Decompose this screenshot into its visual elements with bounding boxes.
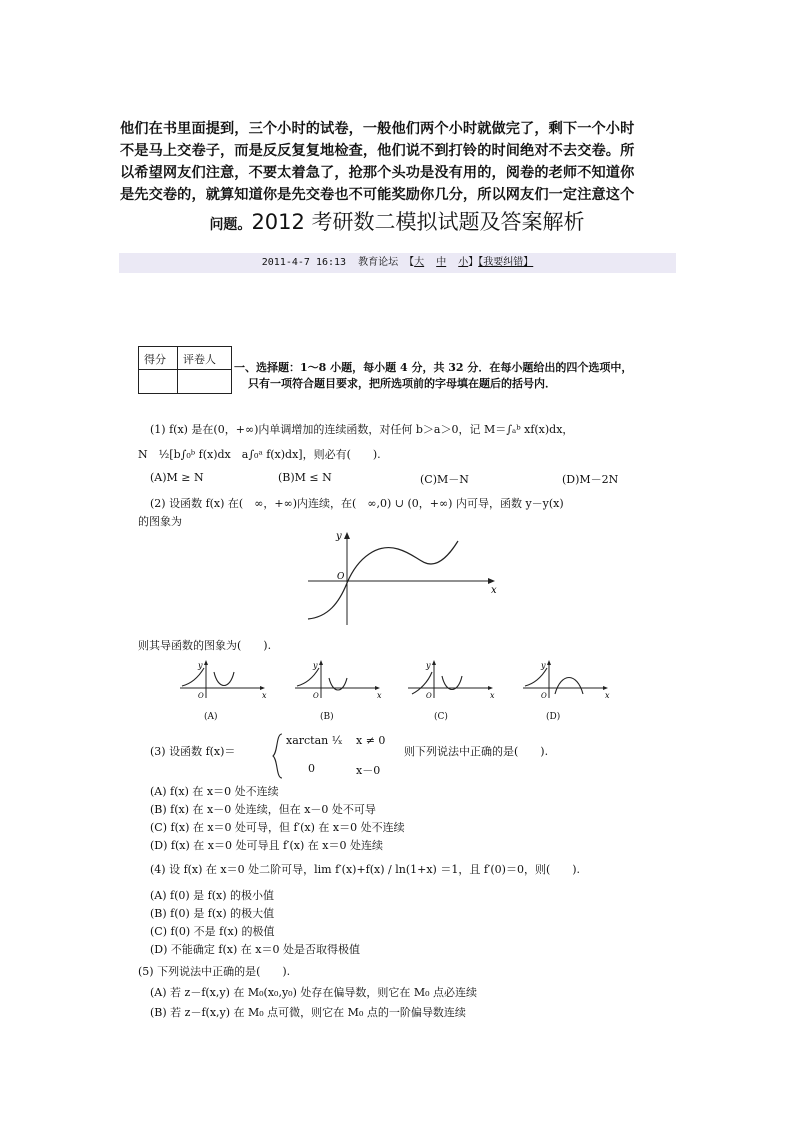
q2-function-graph	[303, 529, 503, 629]
q3-option-b: (B) f(x) 在 x－0 处连续，但在 x－0 处不可导	[150, 803, 376, 816]
q2-option-d-label: (D)	[546, 712, 561, 722]
q1-option-c: (C)M－N	[420, 473, 469, 486]
font-size-small-link[interactable]: 小	[458, 257, 469, 268]
opt-graph-x-label: x	[490, 691, 495, 700]
font-size-bracket-open: 【	[404, 257, 415, 268]
graph-x-label: x	[491, 585, 497, 596]
q1-option-d: (D)M－2N	[562, 473, 619, 486]
q5-option-a: (A) 若 z－f(x,y) 在 M₀(x₀,y₀) 处存在偏导数，则它在 M₀ 点必连续	[150, 986, 478, 999]
opt-graph-o-label: O	[198, 692, 204, 700]
opt-graph-y-label: y	[198, 661, 203, 670]
score-box	[138, 346, 232, 394]
q1-option-a: (A)M ≥ N	[150, 471, 204, 484]
q2-option-b-graph	[293, 660, 383, 702]
q4-option-b: (B) f(0) 是 f(x) 的极大值	[150, 907, 275, 920]
intro-paragraph	[120, 118, 680, 206]
font-size-large-link[interactable]: 大	[414, 257, 425, 268]
opt-graph-y-label: y	[541, 661, 546, 670]
q2-option-a-label: (A)	[204, 712, 218, 722]
section-heading: 一、选择题：1～8 小题，每小题 4 分，共 32 分．在每小题给出的四个选项中，	[234, 361, 633, 374]
intro-line: 以希望网友们注意，不要太着急了，抢那个头功是没有用的，阅卷的老师不知道你	[120, 165, 635, 181]
graph-y-label: y	[336, 531, 342, 542]
graph-origin-label: O	[337, 572, 345, 582]
q5-stem: (5) 下列说法中正确的是( ).	[138, 965, 291, 978]
intro-line: 不是马上交卷子，而是反反复复地检查，他们说不到打铃的时间绝对不去交卷。所	[120, 143, 635, 159]
section-instruction: 只有一项符合题目要求，把所选项前的字母填在题后的括号内．	[248, 377, 556, 390]
opt-graph-o-label: O	[426, 692, 432, 700]
q3-case1-cond: x ≠ 0	[356, 734, 386, 747]
opt-graph-o-label: O	[313, 692, 319, 700]
q1-stem: (1) f(x) 是在(0，+∞)内单调增加的连续函数，对任何 b＞a＞0，记 M＝∫ₐᵇ xf(x)dx，	[150, 423, 574, 436]
q3-case1-expr: xarctan ¹⁄ₓ	[286, 734, 343, 747]
font-size-medium-link[interactable]: 中	[436, 257, 447, 268]
page-title	[0, 206, 794, 236]
q3-ask: 则下列说法中正确的是( ).	[404, 745, 549, 758]
intro-line: 是先交卷的，就算知道你是先交卷也不可能奖励你几分，所以网友们一定注意这个	[120, 187, 635, 203]
post-source: 教育论坛	[358, 257, 399, 268]
q3-option-d: (D) f(x) 在 x＝0 处可导且 f′(x) 在 x＝0 处连续	[150, 839, 383, 852]
q2-option-d-graph	[521, 660, 611, 702]
exam-scan	[138, 346, 658, 1036]
opt-graph-y-label: y	[426, 661, 431, 670]
q4-option-c: (C) f(0) 不是 f(x) 的极值	[150, 925, 275, 938]
opt-graph-x-label: x	[605, 691, 610, 700]
post-datetime: 2011-4-7 16:13	[261, 257, 347, 268]
title-text: 2012 考研数二模拟试题及答案解析	[251, 210, 585, 234]
grader-label: 评卷人	[183, 353, 216, 366]
q2-stem-cont: 的图象为	[138, 515, 182, 528]
report-error-link[interactable]: 【我要纠错】	[478, 257, 534, 268]
q4-option-a: (A) f(0) 是 f(x) 的极小值	[150, 889, 275, 902]
intro-line: 他们在书里面提到，三个小时的试卷，一般他们两个小时就做完了，剩下一个小时	[120, 121, 635, 137]
q1-option-b: (B)M ≤ N	[278, 471, 332, 484]
font-size-bracket-close: 】	[468, 257, 479, 268]
q3-option-a: (A) f(x) 在 x＝0 处不连续	[150, 785, 279, 798]
q2-option-c-graph	[406, 660, 496, 702]
q3-case2-expr: 0	[308, 762, 315, 775]
title-prefix: 问题。	[209, 217, 252, 233]
q2-option-c-label: (C)	[434, 712, 448, 722]
q2-option-a-graph	[178, 660, 268, 702]
q4-stem: (4) 设 f(x) 在 x＝0 处二阶可导，lim f′(x)+f(x) / ln(1+x) ＝1，且 f′(0)＝0，则( ).	[150, 863, 581, 876]
q4-option-d: (D) 不能确定 f(x) 在 x＝0 处是否取得极值	[150, 943, 360, 956]
q3-brace	[270, 732, 286, 780]
opt-graph-o-label: O	[541, 692, 547, 700]
q2-stem: (2) 设函数 f(x) 在( ∞，+∞)内连续，在( ∞,0) ∪ (0，+∞) 内可导，函数 y－y(x)	[150, 497, 564, 510]
q5-option-b: (B) 若 z－f(x,y) 在 M₀ 点可微，则它在 M₀ 点的一阶偏导数连续	[150, 1006, 466, 1019]
q3-case2-cond: x－0	[356, 764, 381, 777]
score-label: 得分	[144, 353, 166, 366]
opt-graph-x-label: x	[377, 691, 382, 700]
q3-option-c: (C) f(x) 在 x＝0 处可导，但 f′(x) 在 x＝0 处不连续	[150, 821, 405, 834]
article-meta-bar	[119, 253, 676, 273]
q3-stem: (3) 设函数 f(x)＝	[150, 745, 236, 758]
opt-graph-y-label: y	[313, 661, 318, 670]
q1-stem-cont: N ½[b∫₀ᵇ f(x)dx a∫₀ᵃ f(x)dx]，则必有( ).	[138, 448, 381, 461]
q2-option-b-label: (B)	[320, 712, 334, 722]
q2-ask: 则其导函数的图象为( ).	[138, 639, 272, 652]
opt-graph-x-label: x	[262, 691, 267, 700]
